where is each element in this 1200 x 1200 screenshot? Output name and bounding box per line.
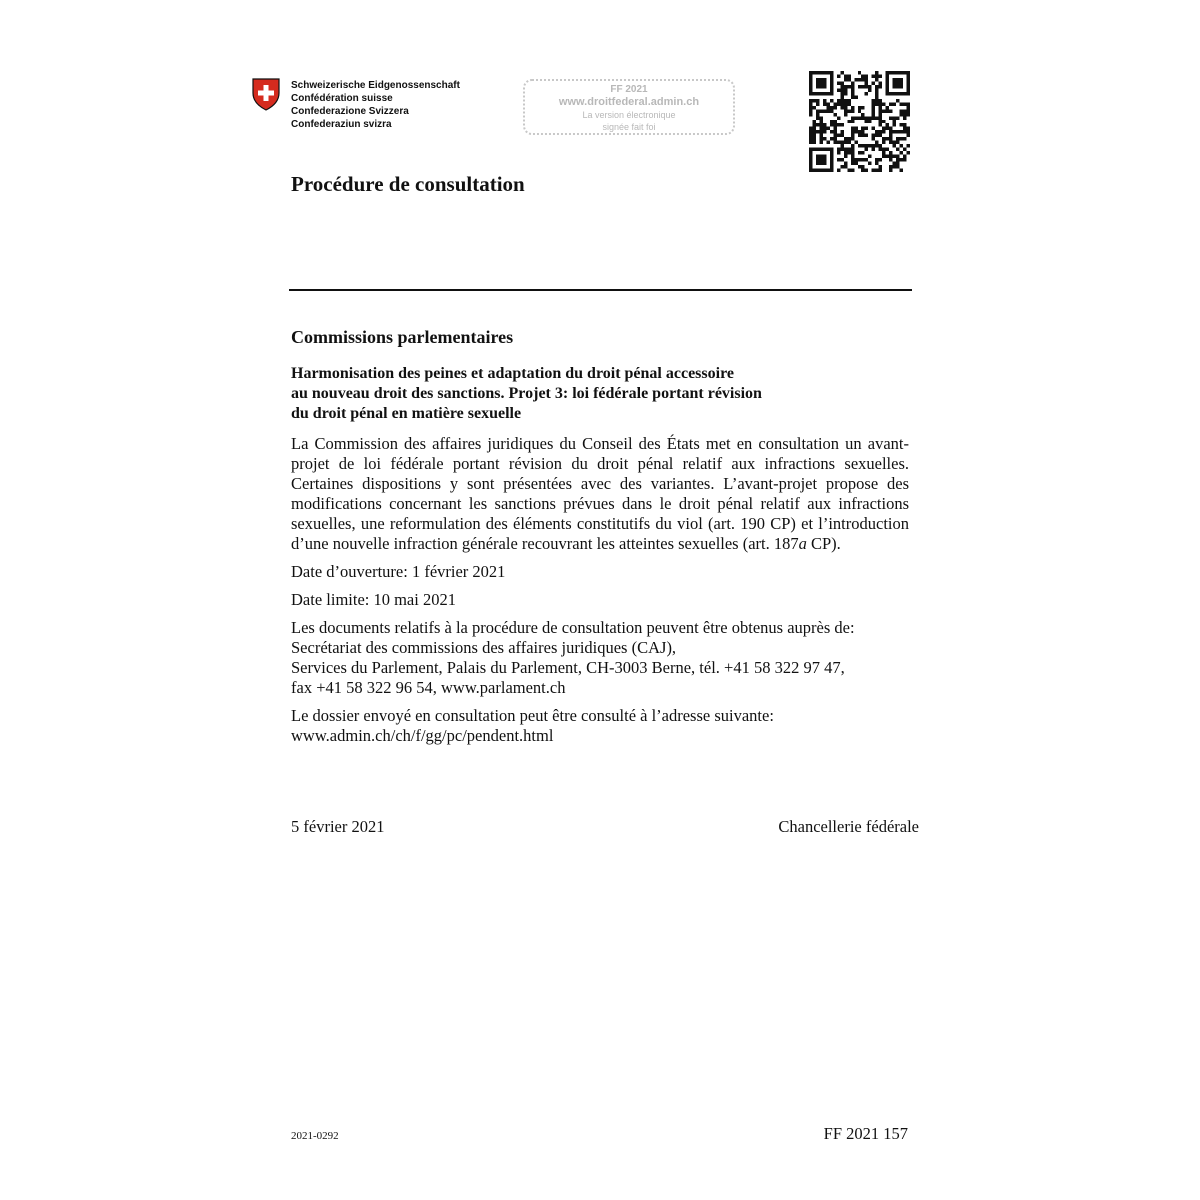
page-title: Procédure de consultation [291,172,525,196]
document-body [291,434,909,754]
documents-line: Services du Parlement, Palais du Parlement, CH-3003 Berne, tél. +41 58 322 97 47, [291,658,845,677]
documents-line: fax +41 58 322 96 54, www.parlament.ch [291,678,566,697]
confederation-name-rm: Confederaziun svizra [291,119,392,130]
signature-date: 5 février 2021 [291,817,385,836]
deadline-date: Date limite: 10 mai 2021 [291,590,456,609]
dossier-intro: Le dossier envoyé en consultation peut être consulté à l’adresse suivante: [291,706,774,725]
stamp-ff-year: FF 2021 [610,84,648,95]
swiss-cross-icon [252,78,280,111]
stamp-url: www.droitfederal.admin.ch [558,96,700,108]
document-number: 2021-0292 [291,1130,339,1142]
qr-code-icon [809,71,910,172]
stamp-note-1: La version électronique [582,110,676,120]
horizontal-rule [289,289,912,291]
confederation-name-fr: Confédération suisse [291,93,393,104]
main-paragraph-end: CP). [806,534,841,553]
documents-line: Secrétariat des commissions des affaires juridiques (CAJ), [291,638,677,657]
confederation-name-de: Schweizerische Eidgenossenschaft [291,80,460,91]
ff-reference: FF 2021 157 [823,1124,908,1143]
main-paragraph-text: La Commission des affaires juridiques du Conseil des États met en consultation un avant-projet de loi fédérale portant révision du droit pénal relatif aux infractions sexuelles. Certaines dispositions y sont présentées avec des variantes. L’avant-projet propose des modifications concernant les sanctions prévues dans le droit pénal relatif aux infractions sexuelles, une reformulation des éléments constitutifs du viol (art. 190 CP) et l’introduction d’une nouvelle infraction générale recouvrant les atteintes sexuelles (art. 187 [291,434,909,553]
article-letter: a [798,534,807,553]
opening-date: Date d’ouverture: 1 février 2021 [291,562,506,581]
documents-intro: Les documents relatifs à la procédure de consultation peuvent être obtenus auprès de: [291,618,855,637]
confederation-name-it: Confederazione Svizzera [291,106,409,117]
dossier-url: www.admin.ch/ch/f/gg/pc/pendent.html [291,726,554,745]
confederation-names [291,79,460,131]
main-paragraph [291,434,909,554]
subject-line: Harmonisation des peines et adaptation du droit pénal accessoire [291,365,734,382]
subject-line: au nouveau droit des sanctions. Projet 3: loi fédérale portant révision [291,385,762,402]
documents-block [291,618,909,698]
electronic-version-stamp [523,79,735,135]
stamp-note-2: signée fait foi [602,122,656,132]
subject-line: du droit pénal en matière sexuelle [291,405,522,422]
subject-heading [291,364,911,424]
dossier-block [291,706,909,746]
section-heading: Commissions parlementaires [291,327,514,347]
signature-authority: Chancellerie fédérale [778,817,919,836]
